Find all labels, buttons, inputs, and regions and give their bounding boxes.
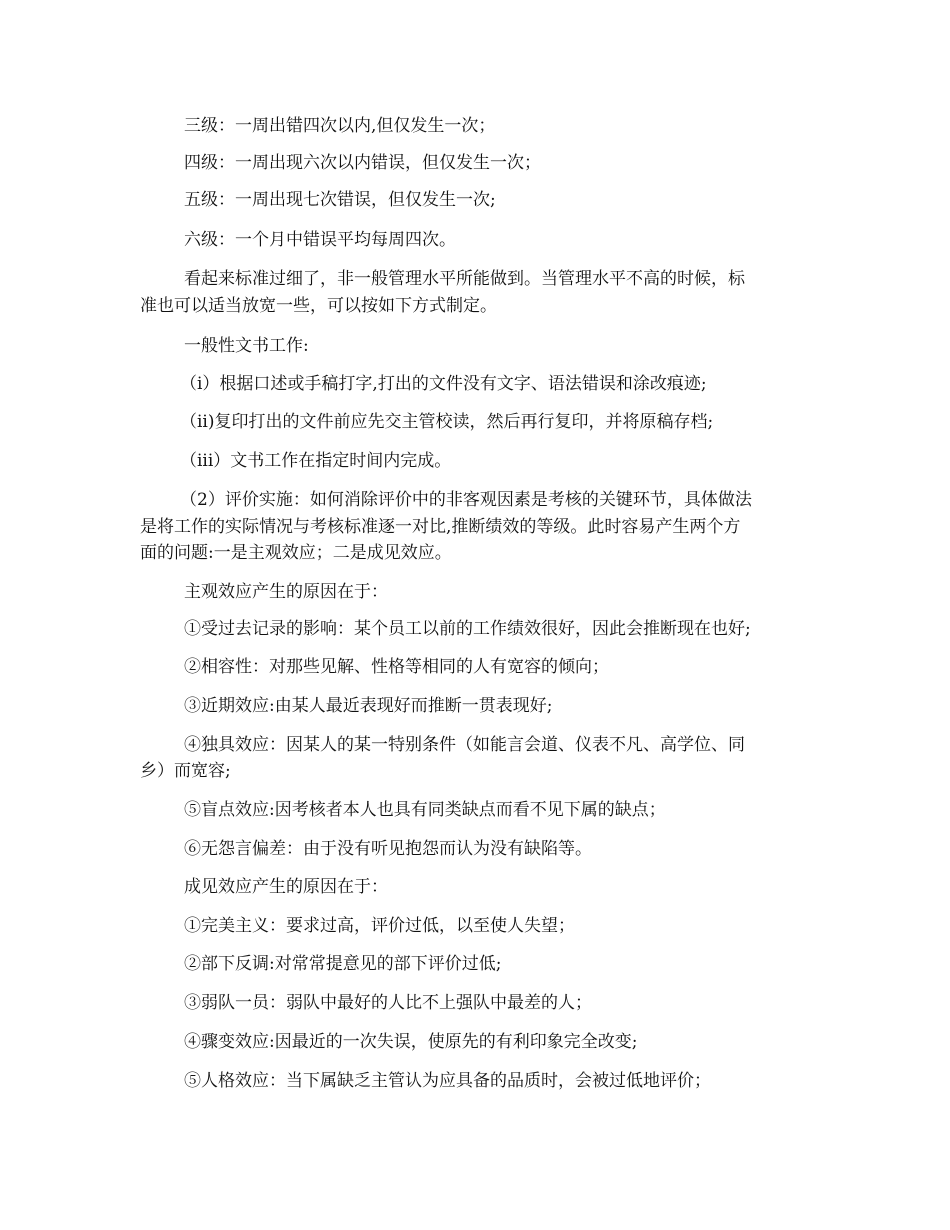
text-line: 五级：一周出现七次错误，但仅发生一次; [184,190,496,210]
list-item: ②部下反调:对常常提意见的部下评价过低; [184,954,502,974]
list-item: ①完美主义：要求过高，评价过低，以至使人失望； [184,916,575,936]
section-heading: 主观效应产生的原因在于： [184,582,388,602]
list-item: ③弱队一员：弱队中最好的人比不上强队中最差的人； [184,993,592,1013]
list-item: 乡）而宽容; [140,761,231,781]
paragraph-line: 看起来标准过细了，非一般管理水平所能做到。当管理水平不高的时候，标 [184,269,745,289]
text-line: 四级：一周出现六次以内错误，但仅发生一次； [184,153,541,173]
text-line: 三级：一周出错四次以内,但仅发生一次； [184,116,496,136]
list-item: ②相容性：对那些见解、性格等相同的人有宽容的倾向； [184,657,609,677]
list-item: ⑤盲点效应:因考核者本人也具有同类缺点而看不见下属的缺点； [184,800,666,820]
section-heading: 成见效应产生的原因在于： [184,877,388,897]
paragraph-line: （2）评价实施：如何消除评价中的非客观因素是考核的关键环节，具体做法 [180,490,752,510]
list-item: ④独具效应：因某人的某一特别条件（如能言会道、仪表不凡、高学位、同 [184,735,745,755]
list-item: ①受过去记录的影响：某个员工以前的工作绩效很好，因此会推断现在也好; [184,619,751,639]
list-item: ③近期效应:由某人最近表现好而推断一贯表现好; [184,696,553,716]
paragraph-line: 面的问题:一是主观效应；二是成见效应。 [140,543,452,563]
list-item: （ii)复印打出的文件前应先交主管校读，然后再行复印，并将原稿存档; [180,412,714,432]
list-item: ④骤变效应:因最近的一次失误，使原先的有利印象完全改变; [184,1032,638,1052]
list-item: （iii）文书工作在指定时间内完成。 [180,451,452,471]
list-item: ⑤人格效应：当下属缺乏主管认为应具备的品质时，会被过低地评价； [184,1071,711,1091]
text-line: 六级：一个月中错误平均每周四次。 [184,230,456,250]
list-item: ⑥无怨言偏差：由于没有听见抱怨而认为没有缺陷等。 [184,839,592,859]
list-item: （i）根据口述或手稿打字,打出的文件没有文字、语法错误和涂改痕迹; [180,374,707,394]
paragraph-line: 准也可以适当放宽一些，可以按如下方式制定。 [140,296,497,316]
section-heading: 一般性文书工作: [184,336,309,356]
paragraph-line: 是将工作的实际情况与考核标准逐一对比,推断绩效的等级。此时容易产生两个方 [140,517,741,537]
